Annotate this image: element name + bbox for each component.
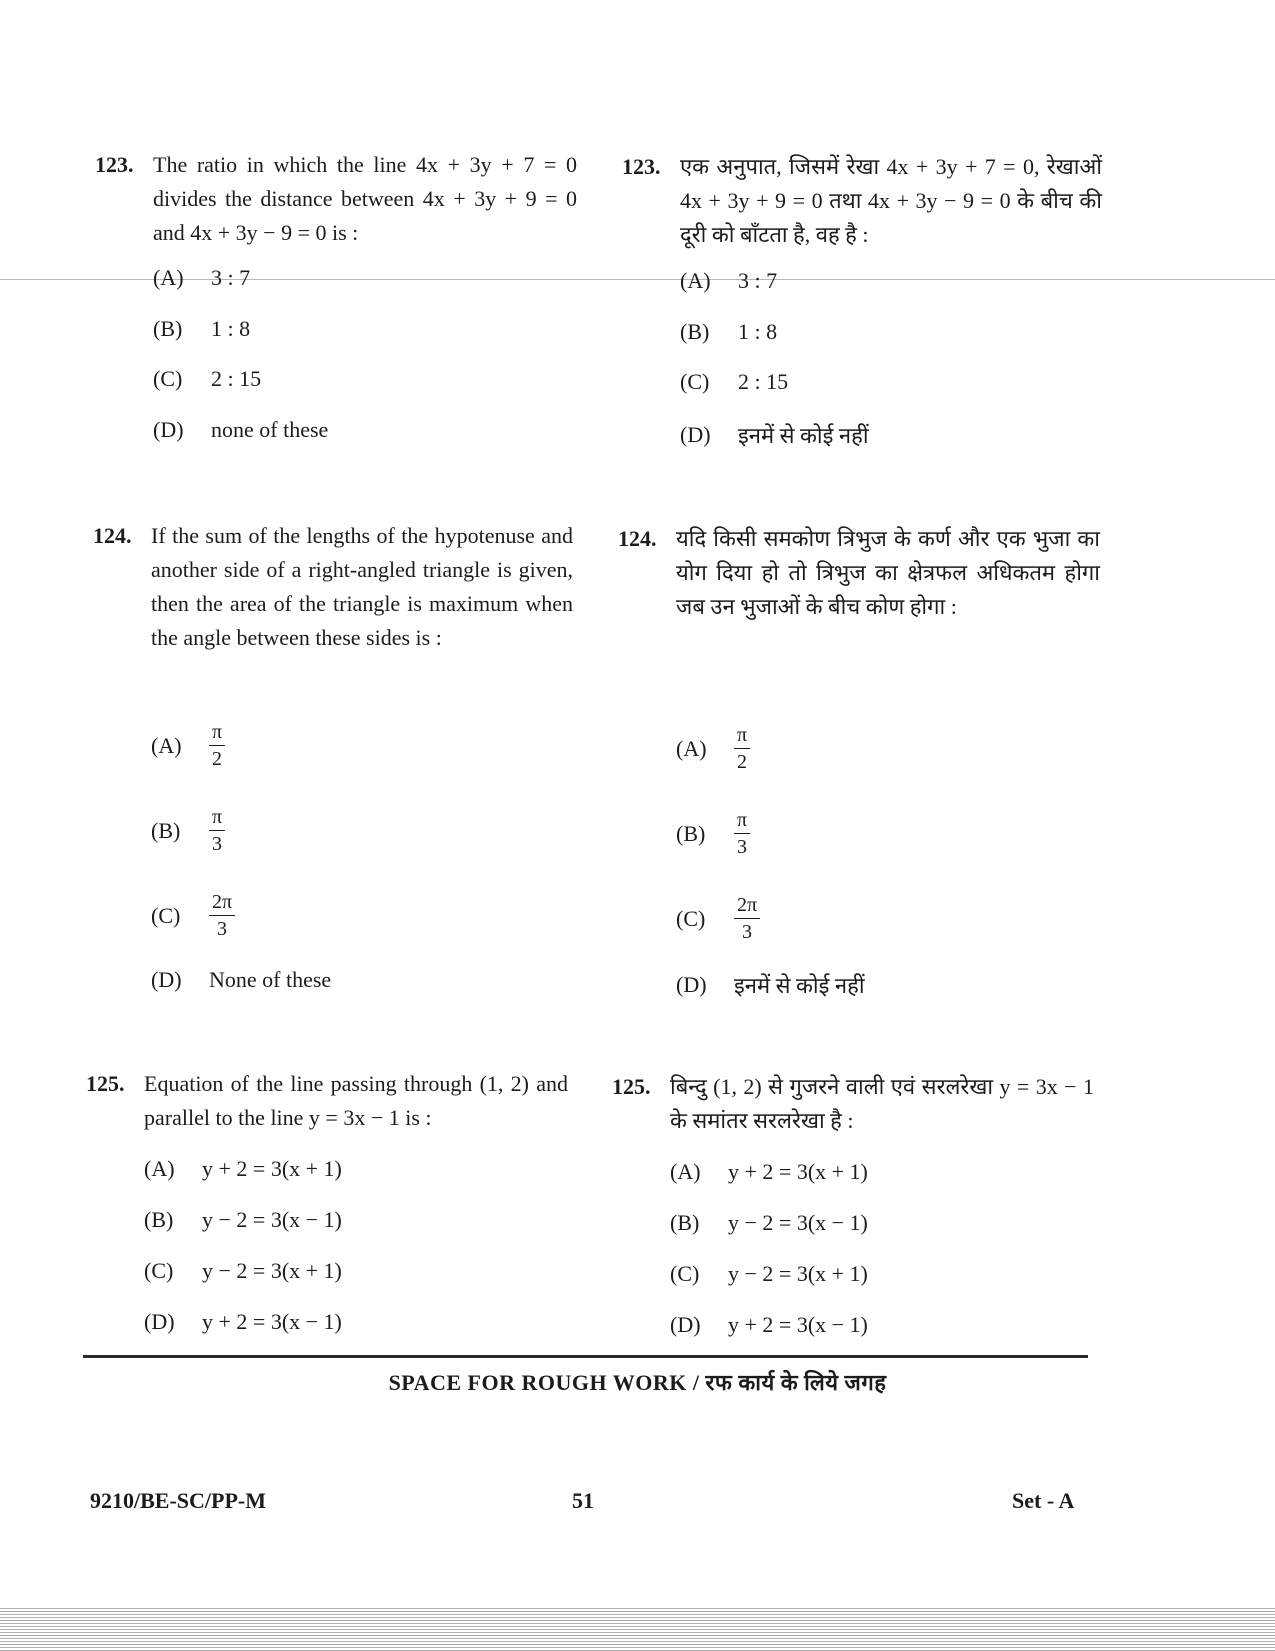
option-label: (A) <box>676 735 707 761</box>
option-label: (B) <box>144 1207 174 1232</box>
denominator: 3 <box>737 836 748 858</box>
fraction <box>209 720 225 771</box>
question-123-en <box>95 148 577 250</box>
option-d[interactable] <box>680 420 869 450</box>
numerator: π <box>734 723 750 749</box>
option-c[interactable] <box>680 369 788 395</box>
question-123-hi <box>622 150 1102 252</box>
option-label: (D) <box>151 967 182 992</box>
question-124-en <box>93 519 573 655</box>
option-text: y + 2 = 3(x + 1) <box>202 1156 342 1181</box>
option-c[interactable] <box>144 1258 342 1284</box>
fraction <box>734 893 760 944</box>
option-label: (A) <box>670 1159 701 1184</box>
option-text: y + 2 = 3(x − 1) <box>728 1312 868 1337</box>
option-label: (C) <box>144 1258 174 1283</box>
fraction <box>209 890 235 941</box>
denominator: 2 <box>212 748 223 770</box>
option-d[interactable] <box>676 970 865 1000</box>
option-text: इनमें से कोई नहीं <box>738 423 869 448</box>
fraction <box>734 808 750 859</box>
question-number: 125. <box>612 1074 651 1099</box>
option-text: y − 2 = 3(x − 1) <box>202 1207 342 1232</box>
option-b[interactable] <box>144 1207 342 1233</box>
set-label: Set - A <box>1012 1488 1075 1513</box>
option-text: 2 : 15 <box>211 366 262 391</box>
option-label: (B) <box>680 319 710 344</box>
option-text: y − 2 = 3(x + 1) <box>728 1261 868 1286</box>
question-number: 124. <box>618 526 657 551</box>
option-b[interactable] <box>151 805 225 856</box>
paper-code: 9210/BE-SC/PP-M <box>90 1488 266 1513</box>
option-label: (C) <box>153 366 183 391</box>
option-label: (B) <box>670 1210 700 1235</box>
option-label: (A) <box>144 1156 175 1181</box>
option-b[interactable] <box>153 316 250 342</box>
option-label: (D) <box>144 1309 175 1334</box>
option-label: (B) <box>151 817 181 843</box>
question-number: 123. <box>95 152 134 177</box>
option-b[interactable] <box>680 319 777 345</box>
option-label: (A) <box>153 265 184 290</box>
option-a[interactable] <box>144 1156 342 1182</box>
option-c[interactable] <box>676 893 760 944</box>
question-124-hi <box>618 522 1100 624</box>
rough-work-heading: SPACE FOR ROUGH WORK / रफ कार्य के लिये जगह <box>388 1370 887 1395</box>
question-number: 125. <box>86 1071 125 1096</box>
numerator: π <box>734 808 750 834</box>
denominator: 3 <box>742 921 753 943</box>
option-label: (D) <box>680 422 711 447</box>
question-number: 123. <box>622 154 661 179</box>
option-a[interactable] <box>670 1159 868 1185</box>
question-text: यदि किसी समकोण त्रिभुज के कर्ण और एक भुजा का योग दिया हो तो त्रिभुज का क्षेत्रफल अधिकतम होगा जब उन भुजाओं के बीच कोण होगा : <box>676 526 1100 619</box>
page-number: 51 <box>572 1488 594 1513</box>
numerator: π <box>209 805 225 831</box>
option-text: 3 : 7 <box>211 265 251 290</box>
option-text: y − 2 = 3(x − 1) <box>728 1210 868 1235</box>
option-d[interactable] <box>153 417 328 443</box>
option-label: (C) <box>151 902 181 928</box>
option-a[interactable] <box>151 720 225 771</box>
scan-edge-stripes <box>0 1608 1275 1651</box>
option-text: 2 : 15 <box>738 369 789 394</box>
numerator: 2π <box>734 893 760 919</box>
option-label: (D) <box>676 972 707 997</box>
numerator: π <box>209 720 225 746</box>
fraction <box>209 805 225 856</box>
question-text: If the sum of the lengths of the hypotenuse and another side of a right-angled triangle is given, then the area of the triangle is maximum when the angle between these sides is : <box>151 523 573 650</box>
fraction <box>734 723 750 774</box>
option-text: 1 : 8 <box>211 316 251 341</box>
question-125-hi <box>612 1070 1094 1138</box>
question-text: The ratio in which the line 4x + 3y + 7 = 0 divides the distance between 4x + 3y + 9 = 0 and 4x + 3y − 9 = 0 is : <box>153 152 577 245</box>
option-d[interactable] <box>144 1309 342 1335</box>
denominator: 3 <box>212 833 223 855</box>
question-text: Equation of the line passing through (1, 2) and parallel to the line y = 3x − 1 is : <box>144 1071 568 1130</box>
option-d[interactable] <box>670 1312 868 1338</box>
option-a[interactable] <box>153 265 250 291</box>
option-label: (A) <box>680 268 711 293</box>
option-label: (C) <box>676 905 706 931</box>
option-text: None of these <box>209 967 332 992</box>
option-text: 1 : 8 <box>738 319 778 344</box>
option-b[interactable] <box>676 808 750 859</box>
option-b[interactable] <box>670 1210 868 1236</box>
question-number: 124. <box>93 523 132 548</box>
rough-work-rule <box>83 1355 1088 1358</box>
option-text: y + 2 = 3(x − 1) <box>202 1309 342 1334</box>
option-text: y − 2 = 3(x + 1) <box>202 1258 342 1283</box>
option-c[interactable] <box>670 1261 868 1287</box>
denominator: 3 <box>217 918 228 940</box>
option-a[interactable] <box>676 723 750 774</box>
option-label: (C) <box>680 369 710 394</box>
question-text: बिन्दु (1, 2) से गुजरने वाली एवं सरलरेखा y = 3x − 1 के समांतर सरलरेखा है : <box>670 1074 1094 1133</box>
option-label: (A) <box>151 732 182 758</box>
option-label: (B) <box>676 820 706 846</box>
option-text: 3 : 7 <box>738 268 778 293</box>
question-text: एक अनुपात, जिसमें रेखा 4x + 3y + 7 = 0, रेखाओं 4x + 3y + 9 = 0 तथा 4x + 3y − 9 = 0 के बीच की दूरी को बाँटता है, वह है : <box>680 154 1102 247</box>
option-text: y + 2 = 3(x + 1) <box>728 1159 868 1184</box>
option-c[interactable] <box>151 890 235 941</box>
option-label: (D) <box>670 1312 701 1337</box>
option-c[interactable] <box>153 366 261 392</box>
option-label: (B) <box>153 316 183 341</box>
denominator: 2 <box>737 751 748 773</box>
option-a[interactable] <box>680 268 777 294</box>
option-label: (D) <box>153 417 184 442</box>
option-text: none of these <box>211 417 329 442</box>
option-d[interactable] <box>151 967 331 993</box>
option-label: (C) <box>670 1261 700 1286</box>
numerator: 2π <box>209 890 235 916</box>
question-125-en <box>86 1067 568 1135</box>
option-text: इनमें से कोई नहीं <box>734 973 865 998</box>
